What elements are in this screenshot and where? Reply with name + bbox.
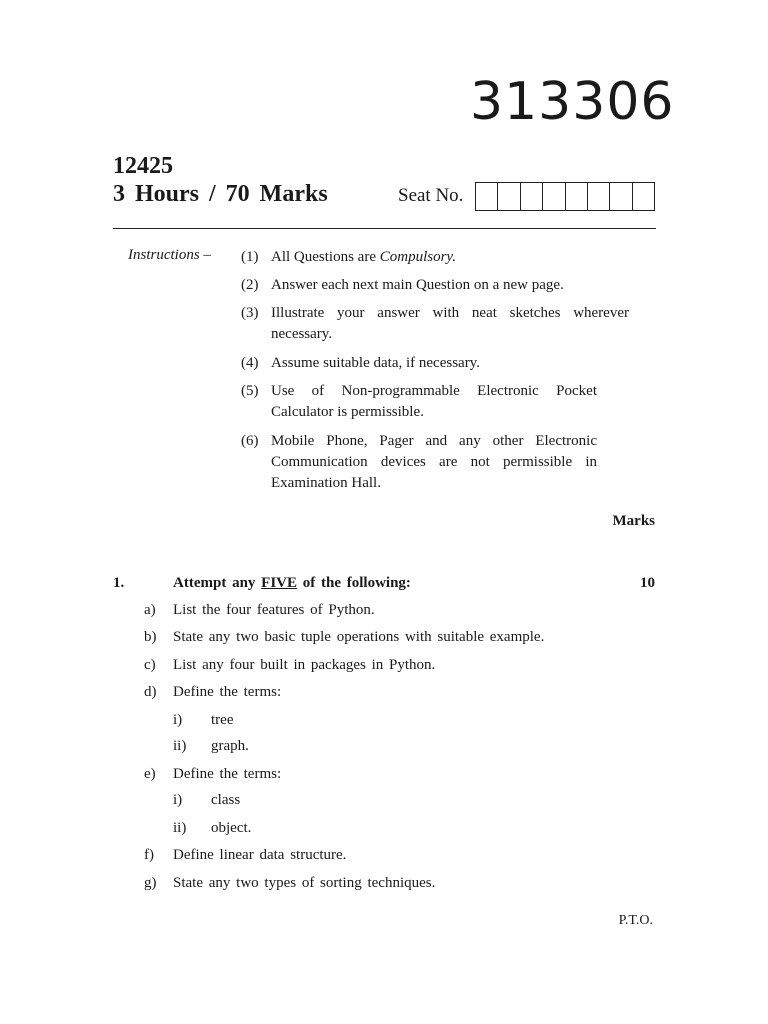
item-label: e) xyxy=(144,766,156,782)
instructions-label: Instructions – xyxy=(128,247,211,263)
seat-box xyxy=(543,183,565,210)
seat-box xyxy=(633,183,654,210)
question-title-part: of the following: xyxy=(297,575,411,591)
item-label: g) xyxy=(144,875,157,891)
item-label: f) xyxy=(144,847,154,863)
subject-code: 12425 xyxy=(113,153,173,179)
subitem-label: ii) xyxy=(173,820,187,836)
item-text: List any four built in packages in Python. xyxy=(173,657,436,673)
item-label: d) xyxy=(144,684,157,700)
instruction-item xyxy=(241,275,631,296)
seat-box xyxy=(476,183,498,210)
instruction-number: (1) xyxy=(241,249,259,265)
question-title-part: Attempt any xyxy=(173,575,262,591)
subitem-text: class xyxy=(211,792,241,808)
instruction-text: Answer each next main Question on a new page. xyxy=(271,277,564,293)
please-turn-over: P.T.O. xyxy=(618,913,653,928)
instruction-item xyxy=(241,381,631,423)
instruction-item xyxy=(241,353,631,374)
seat-box xyxy=(498,183,520,210)
subitem-text: object. xyxy=(211,820,252,836)
seat-box xyxy=(610,183,632,210)
subitem-label: i) xyxy=(173,792,183,808)
subitem-label: ii) xyxy=(173,738,187,754)
seat-box xyxy=(521,183,543,210)
subitem-text: tree xyxy=(211,712,234,728)
instruction-number: (4) xyxy=(241,355,259,371)
instruction-number: (5) xyxy=(241,383,259,399)
item-text: Define linear data structure. xyxy=(173,847,347,863)
item-label: c) xyxy=(144,657,156,673)
seat-box xyxy=(588,183,610,210)
paper-code: 313306 xyxy=(470,72,675,132)
item-text: Define the terms: xyxy=(173,766,282,782)
question-title xyxy=(173,575,411,592)
instruction-item xyxy=(241,431,631,494)
question-number: 1. xyxy=(113,575,125,591)
instruction-number: (6) xyxy=(241,433,259,449)
item-text: Define the terms: xyxy=(173,684,282,700)
seat-box xyxy=(566,183,588,210)
instruction-text: Illustrate your answer with neat sketches wherever necessary. xyxy=(271,305,629,342)
instruction-number: (3) xyxy=(241,305,259,321)
question-marks: 10 xyxy=(640,575,655,591)
subitem-text: graph. xyxy=(211,738,249,754)
item-text: State any two basic tuple operations with suitable example. xyxy=(173,629,545,645)
subitem-label: i) xyxy=(173,712,183,728)
instruction-text: Assume suitable data, if necessary. xyxy=(271,355,480,371)
marks-column-heading: Marks xyxy=(612,513,655,529)
item-text: List the four features of Python. xyxy=(173,602,375,618)
item-text: State any two types of sorting techniques. xyxy=(173,875,436,891)
header-divider xyxy=(113,228,656,229)
seat-number-boxes xyxy=(475,182,655,211)
question-title-emphasis: FIVE xyxy=(261,575,297,591)
instruction-emphasis: Compulsory. xyxy=(379,249,456,265)
duration-marks: 3 Hours / 70 Marks xyxy=(113,181,328,207)
instruction-number: (2) xyxy=(241,277,259,293)
item-label: b) xyxy=(144,629,157,645)
instruction-text xyxy=(271,247,629,268)
instruction-item xyxy=(241,247,631,268)
instruction-text-part: All Questions are xyxy=(271,249,380,265)
instruction-text: Mobile Phone, Pager and any other Electronic Communication devices are not permissible in Examination Hall. xyxy=(271,433,597,491)
seat-number-label: Seat No. xyxy=(398,185,464,206)
instruction-text: Use of Non-programmable Electronic Pocket Calculator is permissible. xyxy=(271,383,597,420)
item-label: a) xyxy=(144,602,156,618)
instruction-item xyxy=(241,303,631,345)
